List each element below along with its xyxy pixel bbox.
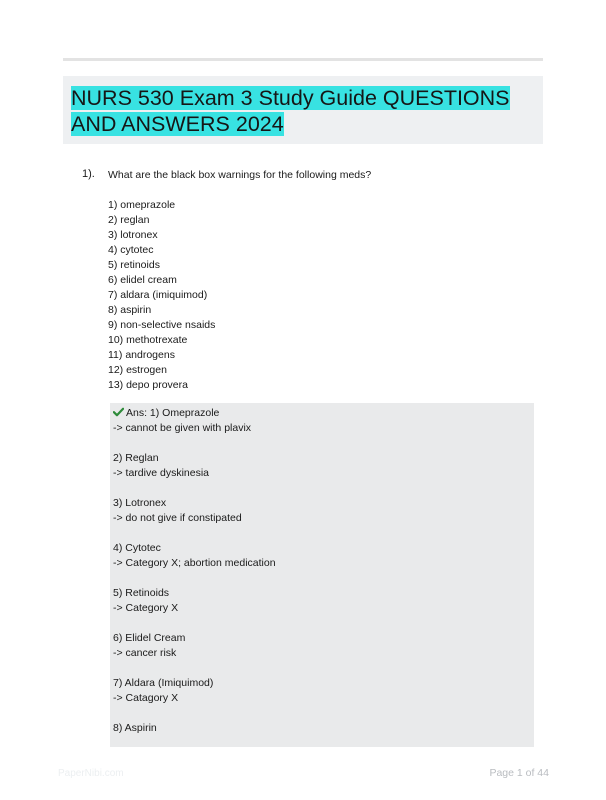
- page-indicator: Page 1 of 44: [489, 767, 549, 779]
- answer-line-text: Ans: 1) Omeprazole: [126, 407, 220, 419]
- answer-line: 6) Elidel Cream: [113, 632, 186, 644]
- document-title: [71, 85, 537, 137]
- answer-line: [113, 481, 534, 496]
- answer-line: 8) Aspirin: [113, 722, 157, 734]
- medication-item: 5) retinoids: [108, 259, 160, 271]
- answer-line: [113, 406, 534, 421]
- answer-line: [113, 616, 534, 631]
- medication-item: 6) elidel cream: [108, 274, 177, 286]
- medication-item: 8) aspirin: [108, 304, 152, 316]
- question-prompt: What are the black box warnings for the following meds?: [108, 169, 372, 181]
- answer-line: -> Category X; abortion medication: [113, 557, 276, 569]
- answer-line: 2) Reglan: [113, 452, 159, 464]
- medication-item: 4) cytotec: [108, 244, 154, 256]
- medication-item: 9) non-selective nsaids: [108, 319, 216, 331]
- question-number: 1).: [82, 168, 95, 180]
- medication-list: [108, 198, 538, 393]
- answer-line: 7) Aldara (Imiquimod): [113, 677, 214, 689]
- check-icon: [113, 407, 124, 417]
- answer-line: [113, 436, 534, 451]
- document-title-text: NURS 530 Exam 3 Study Guide QUESTIONS AND ANSWERS 2024: [71, 86, 510, 136]
- medication-item: 13) depo provera: [108, 379, 188, 391]
- medication-item: 11) androgens: [108, 349, 175, 361]
- medication-item: 2) reglan: [108, 214, 150, 226]
- answer-line: [113, 571, 534, 586]
- medication-item: 10) methotrexate: [108, 334, 188, 346]
- question-body: [108, 168, 538, 393]
- medication-item: 7) aldara (imiquimod): [108, 289, 208, 301]
- answer-line: -> tardive dyskinesia: [113, 467, 210, 479]
- medication-item: 12) estrogen: [108, 364, 167, 376]
- answer-content: [110, 403, 534, 736]
- medication-item: 3) lotronex: [108, 229, 158, 241]
- answer-line: [113, 526, 534, 541]
- answer-line: -> do not give if constipated: [113, 512, 242, 524]
- answer-line: 5) Retinoids: [113, 587, 170, 599]
- footer-watermark: PaperNibi.com: [58, 768, 124, 779]
- top-divider: [63, 58, 543, 61]
- answer-box: [110, 403, 534, 747]
- answer-line: -> Catagory X: [113, 692, 179, 704]
- answer-line: [113, 661, 534, 676]
- answer-line: -> Category X: [113, 602, 179, 614]
- answer-line: 3) Lotronex: [113, 497, 167, 509]
- title-banner: [63, 76, 543, 144]
- answer-line: [113, 706, 534, 721]
- answer-line: -> cancer risk: [113, 647, 177, 659]
- answer-line: 4) Cytotec: [113, 542, 161, 554]
- answer-line: -> cannot be given with plavix: [113, 422, 252, 434]
- medication-item: 1) omeprazole: [108, 199, 176, 211]
